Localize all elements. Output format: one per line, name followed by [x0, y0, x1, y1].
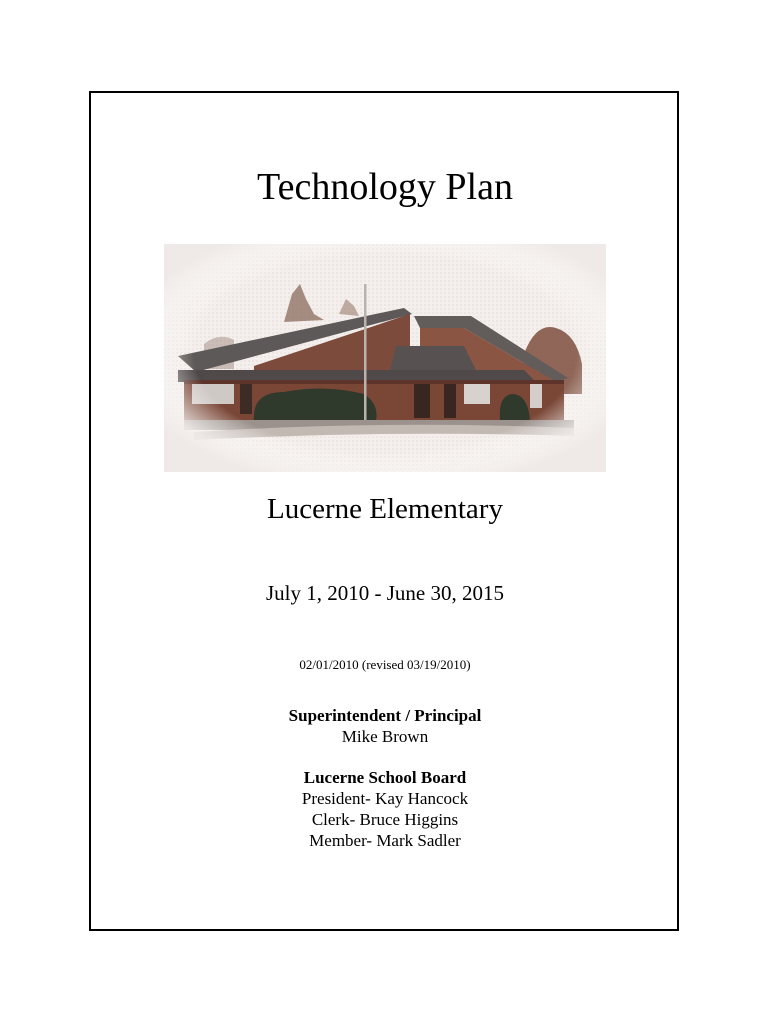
board-member: President- Kay Hancock: [301, 789, 469, 808]
document-title: Technology Plan: [257, 166, 513, 208]
board-member: Member- Mark Sadler: [309, 831, 461, 850]
leadership-heading: Superintendent / Principal: [288, 706, 482, 725]
leadership-name: Mike Brown: [341, 727, 429, 746]
board-member: Clerk- Bruce Higgins: [311, 810, 459, 829]
school-building-photo: [164, 244, 606, 472]
school-board-heading: Lucerne School Board: [303, 768, 467, 787]
leadership-section: [0, 705, 770, 747]
plan-date-range: July 1, 2010 - June 30, 2015: [266, 581, 504, 605]
school-name: Lucerne Elementary: [267, 493, 503, 525]
revision-date: 02/01/2010 (revised 03/19/2010): [299, 657, 471, 672]
school-board-section: [0, 767, 770, 851]
